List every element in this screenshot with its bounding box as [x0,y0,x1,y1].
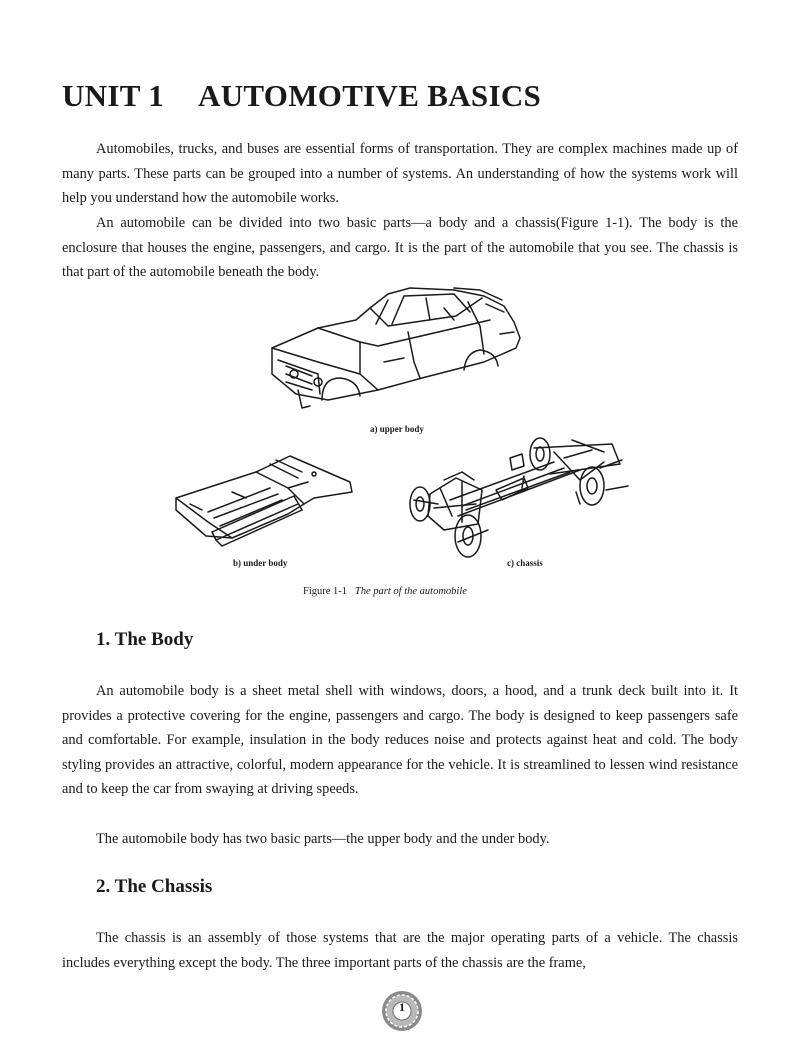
section-heading-chassis: 2. The Chassis [96,876,213,897]
body-paragraph-1 [62,679,738,802]
upper-body-illustration [258,282,530,422]
unit-heading [62,78,541,114]
unit-title: AUTOMOTIVE BASICS [198,78,542,113]
chassis-illustration [404,430,636,558]
body-paragraph-2-text: The automobile body has two basic parts—the upper body and the under body. [96,831,550,847]
figure-caption [303,586,467,597]
chassis-paragraph-1 [62,926,738,975]
body-paragraph-2 [62,827,738,852]
chassis-paragraph-1-text: The chassis is an assembly of those systems that are the major operating parts of a vehicle. The chassis includes everything except the body. The three important parts of the chassis are the frame, [62,930,738,971]
figure-caption-text: The part of the automobile [354,586,467,597]
intro-paragraph-1 [62,137,738,211]
figure-label-upper-body: a) upper body [370,424,424,434]
page-number: 1 [399,1000,405,1014]
figure-label-under-body: b) under body [233,558,288,568]
intro-paragraph-2-text: An automobile can be divided into two basic parts—a body and a chassis(Figure 1-1). The body is the enclosure that houses the engine, passengers, and cargo. It is the part of the automobile that you see. The chassis is that part of the automobile beneath the body. [62,215,738,281]
figure-label-chassis: c) chassis [507,558,543,568]
body-paragraph-1-text: An automobile body is a sheet metal shell with windows, doors, a hood, and a trunk deck built into it. It provides a protective covering for the engine, passengers and cargo. The body is designed to keep passengers safe and comfortable. For example, insulation in the body reduces noise and protects against heat and cold. The body styling provides an attractive, colorful, modern appearance for the vehicle. It is streamlined to lessen wind resistance and to keep the car from swaying at driving speeds. [62,683,738,798]
unit-number: UNIT 1 [62,78,165,113]
section-heading-body: 1. The Body [96,629,194,650]
under-body-illustration [172,452,356,552]
figure-caption-number: Figure 1-1 [303,586,348,597]
intro-paragraph-2 [62,211,738,285]
intro-paragraph-1-text: Automobiles, trucks, and buses are essential forms of transportation. They are complex machines made up of many parts. These parts can be grouped into a number of systems. An understanding of how the systems work will help you understand how the automobile works. [62,141,738,207]
